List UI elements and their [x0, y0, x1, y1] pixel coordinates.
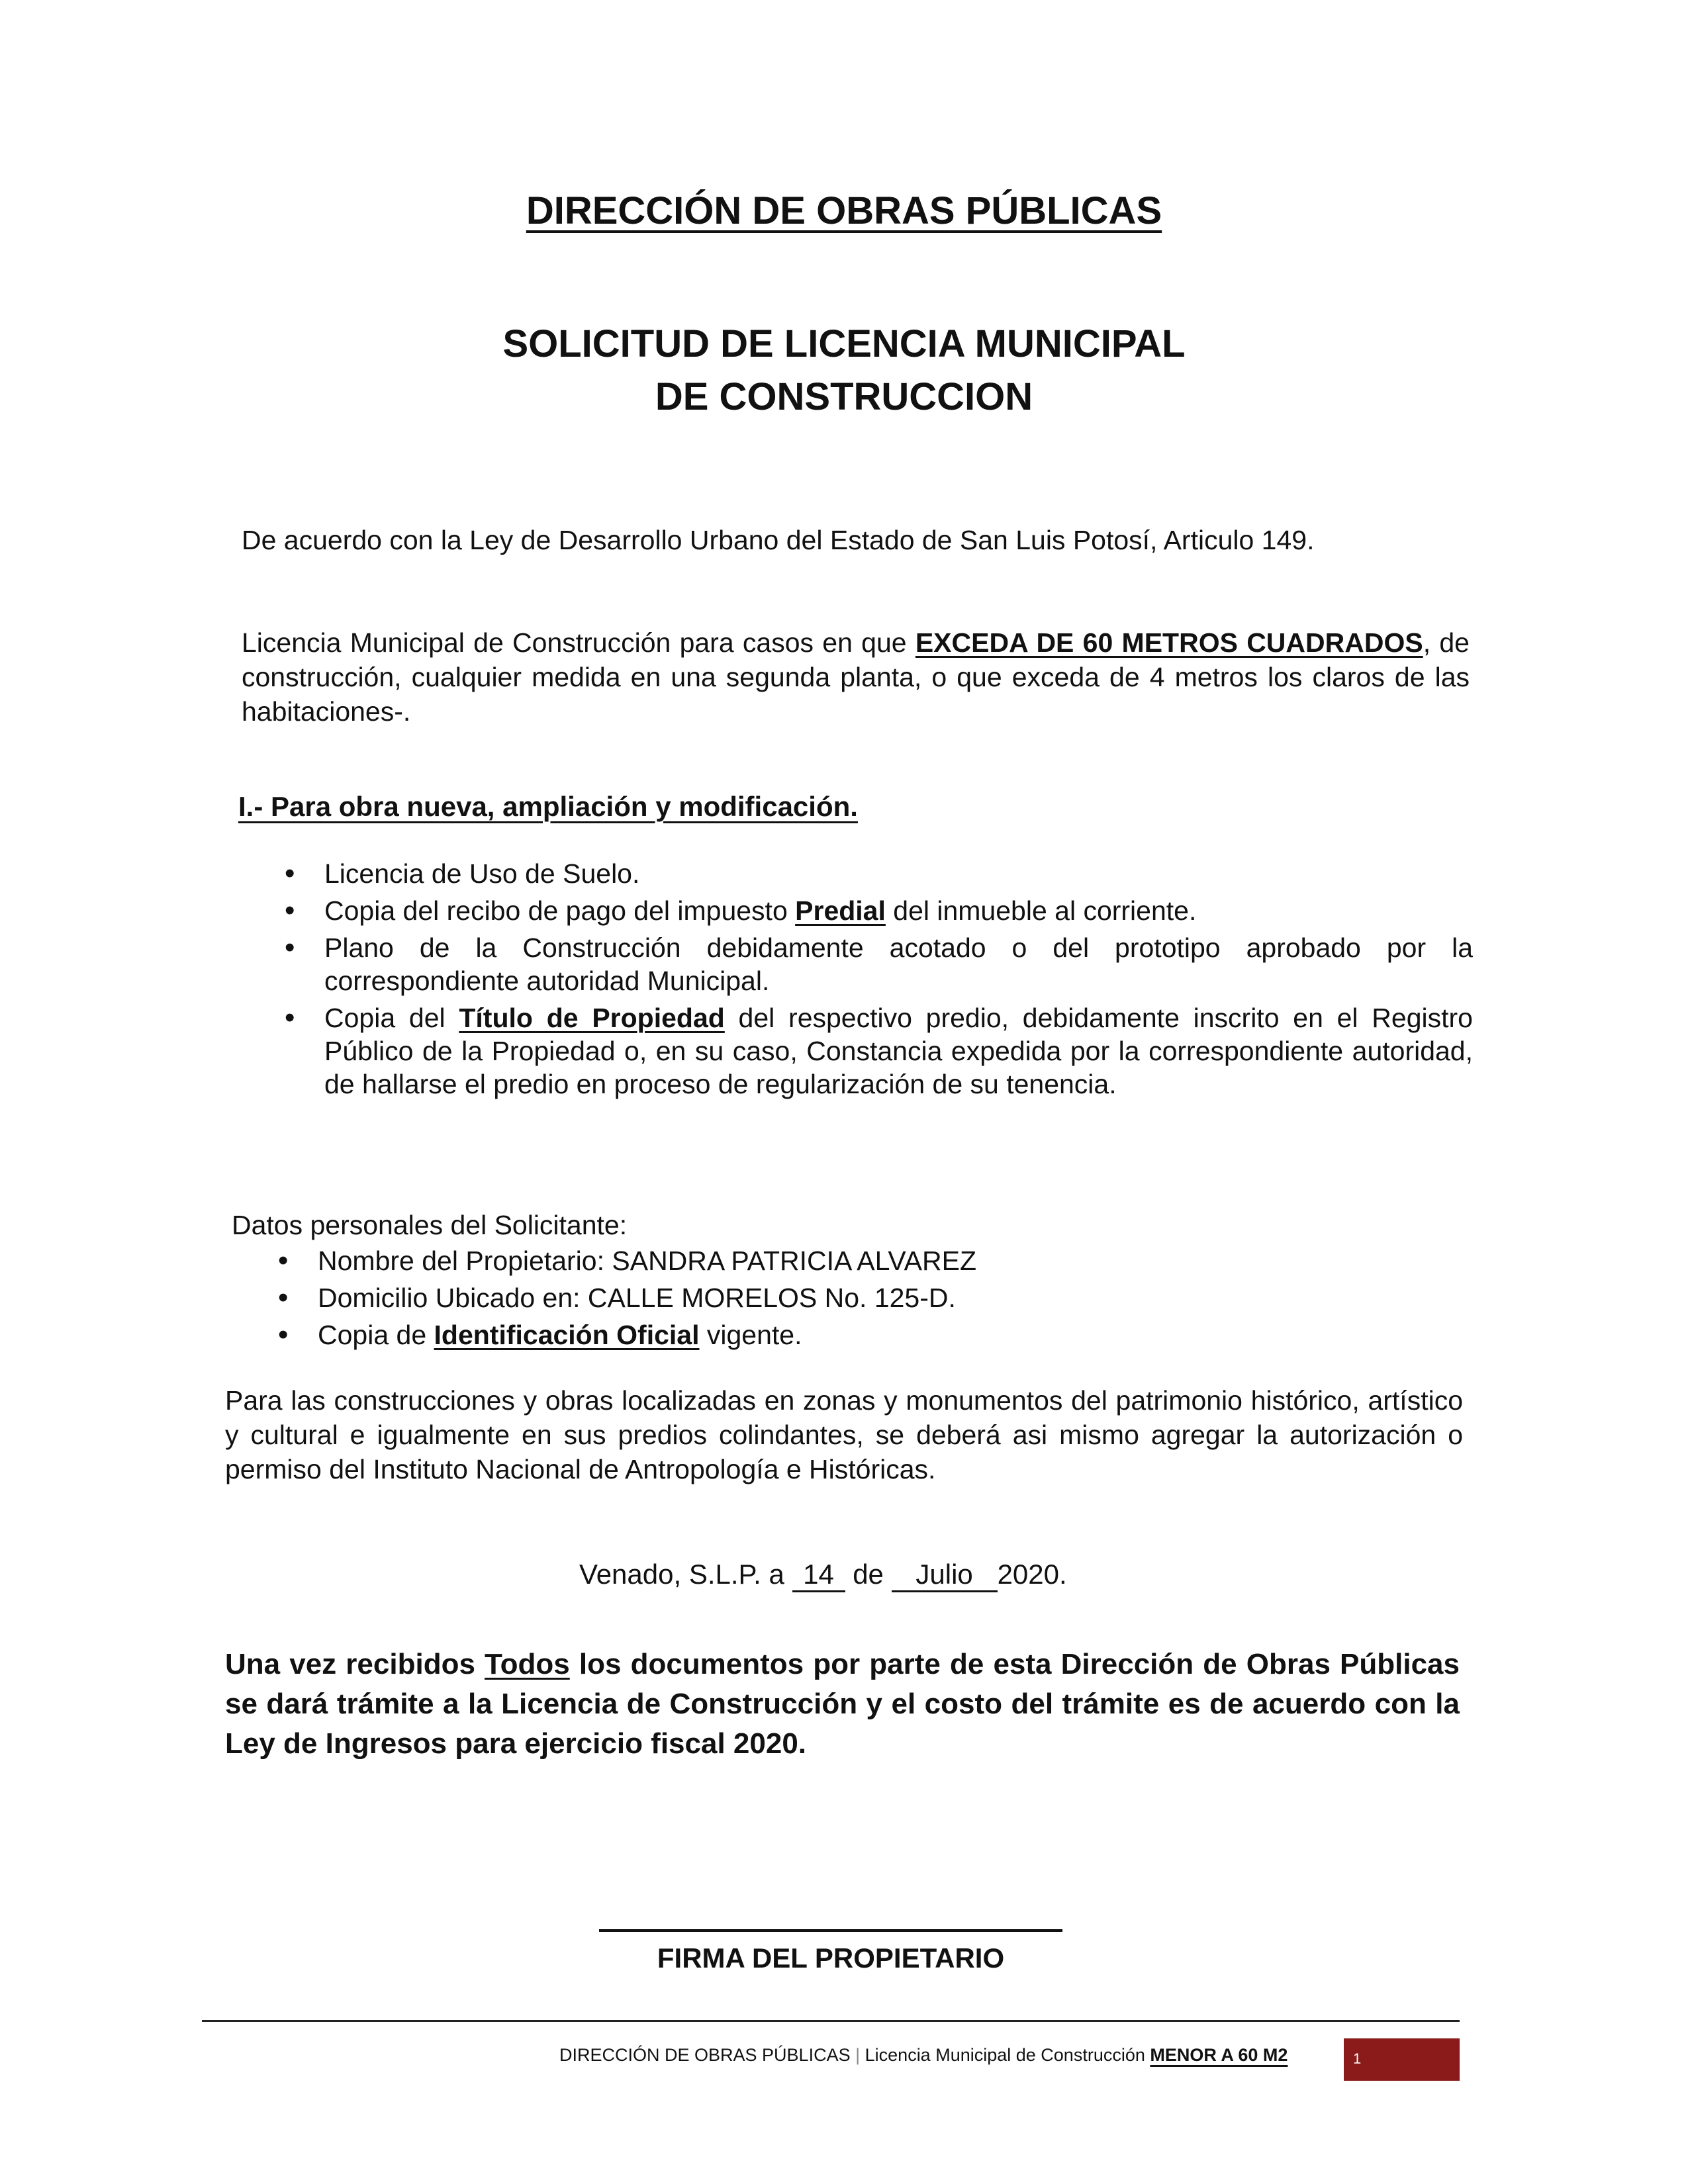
list-item	[285, 894, 1473, 927]
date-line	[579, 1559, 1067, 1592]
list-item	[278, 1244, 1271, 1277]
req-land-use: Licencia de Uso de Suelo.	[324, 858, 640, 889]
page-number-badge	[1344, 2038, 1460, 2081]
id-post: vigente.	[699, 1320, 802, 1350]
owner-address: Domicilio Ubicado en: CALLE MORELOS No. 125-D.	[318, 1283, 956, 1313]
closing-highlight: Todos	[485, 1648, 570, 1680]
applicant-list	[278, 1244, 1271, 1355]
req-predial-post: del inmueble al corriente.	[885, 895, 1197, 926]
closing-paragraph	[225, 1645, 1460, 1764]
section-heading: I.- Para obra nueva, ampliación y modificación.	[238, 791, 858, 822]
legal-basis: De acuerdo con la Ley de Desarrollo Urbano del Estado de San Luis Potosí, Articulo 149.	[242, 525, 1315, 555]
footer-doc-name: Licencia Municipal de Construcción	[865, 2045, 1145, 2065]
heritage-note: Para las construcciones y obras localizadas en zonas y monumentos del patrimonio histórico, artístico y cultural e igualmente en sus predios colindantes, se deberá asi mismo agregar la autorización o permiso del Instituto Nacional de Antropología e Históricas.	[225, 1385, 1463, 1484]
footer-separator: |	[855, 2045, 861, 2065]
list-item	[278, 1281, 1271, 1314]
list-item	[285, 857, 1473, 890]
scope-text-post: , de construcción, cualquier medida en una segunda planta, o que exceda de 4 metros los claros de las habitaciones-.	[242, 627, 1470, 727]
scope-paragraph	[242, 625, 1470, 729]
closing-post: los documentos por parte de esta Dirección de Obras Públicas se dará trámite a la Licencia de Construcción y el costo del trámite es de acuerdo con la Ley de Ingresos para ejercicio fiscal 2020.	[225, 1648, 1460, 1760]
date-place: Venado, S.L.P. a	[579, 1559, 784, 1590]
date-connector: de	[853, 1559, 884, 1590]
req-predial-highlight: Predial	[795, 895, 886, 926]
owner-name: Nombre del Propietario: SANDRA PATRICIA ALVAREZ	[318, 1246, 976, 1276]
req-title-post: del respectivo predio, debidamente inscrito en el Registro Público de la Propiedad o, en su caso, Constancia expedida por la correspondiente autoridad, de hallarse el predio en proceso de regularización de su tenencia.	[324, 1003, 1473, 1099]
list-item	[285, 1001, 1473, 1101]
footer-divider	[202, 2020, 1460, 2022]
department-title	[0, 189, 1688, 233]
scope-text-pre: Licencia Municipal de Construcción para casos en que	[242, 627, 915, 658]
date-day: 14	[792, 1559, 845, 1592]
footer-department: DIRECCIÓN DE OBRAS PÚBLICAS	[559, 2045, 851, 2065]
closing-pre: Una vez recibidos	[225, 1648, 485, 1680]
form-title-line2: DE CONSTRUCCION	[655, 375, 1033, 418]
signature-line	[599, 1929, 1062, 1932]
footer-text	[559, 2045, 1288, 2066]
department-title-text: DIRECCIÓN DE OBRAS PÚBLICAS	[526, 189, 1162, 232]
form-title	[0, 318, 1688, 424]
signature-label: FIRMA DEL PROPIETARIO	[657, 1942, 1005, 1974]
footer-tag: MENOR A 60 M2	[1150, 2045, 1288, 2065]
req-title-highlight: Título de Propiedad	[459, 1003, 725, 1033]
requirements-list	[285, 857, 1473, 1105]
date-month: Julio	[892, 1559, 998, 1592]
id-pre: Copia de	[318, 1320, 434, 1350]
req-title-pre: Copia del	[324, 1003, 459, 1033]
list-item	[285, 931, 1473, 997]
req-predial-pre: Copia del recibo de pago del impuesto	[324, 895, 796, 926]
id-highlight: Identificación Oficial	[434, 1320, 700, 1350]
date-year: 2020.	[997, 1559, 1067, 1590]
applicant-heading: Datos personales del Solicitante:	[232, 1210, 628, 1240]
scope-highlight: EXCEDA DE 60 METROS CUADRADOS	[915, 627, 1423, 658]
page-number: 1	[1353, 2050, 1362, 2067]
list-item	[278, 1318, 1271, 1351]
form-title-line1: SOLICITUD DE LICENCIA MUNICIPAL	[502, 322, 1186, 365]
req-plans: Plano de la Construcción debidamente acotado o del prototipo aprobado por la correspondiente autoridad Municipal.	[324, 933, 1473, 996]
